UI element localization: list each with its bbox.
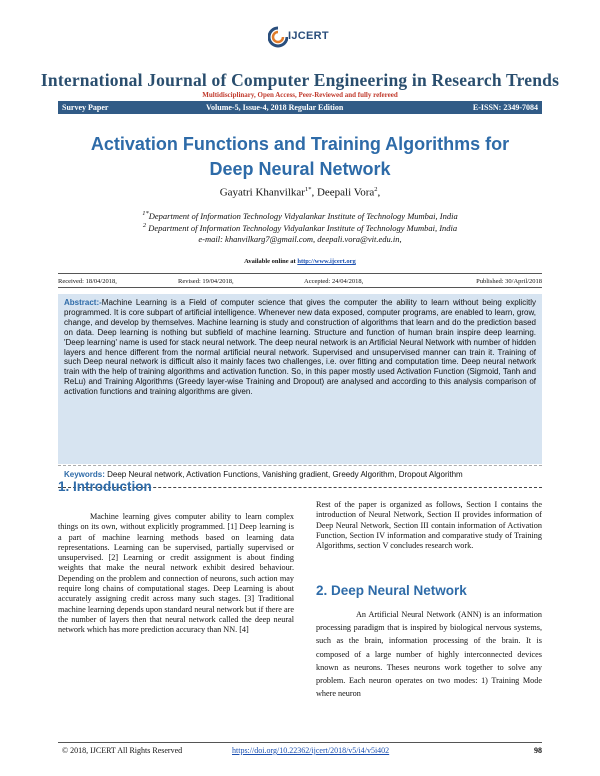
title-line-1: Activation Functions and Training Algorithms for (90, 134, 510, 154)
divider (58, 465, 542, 466)
received-date: Received: 18/04/2018, (58, 278, 117, 285)
abstract-label: Abstract:- (64, 298, 102, 307)
logo-emblem-icon (268, 26, 288, 48)
revised-date: Revised: 19/04/2018, (178, 278, 234, 285)
copyright: © 2018, IJCERT All Rights Reserved (62, 746, 183, 755)
keywords (64, 470, 536, 479)
published-date: Published: 30/April/2018 (476, 278, 542, 285)
doi-link[interactable]: https://doi.org/10.22362/ijcert/2018/v5/i4/v5i402 (232, 746, 390, 755)
divider (58, 273, 542, 274)
journal-url-link[interactable]: http://www.ijcert.org (297, 258, 356, 265)
affiliation-1: $^{1*}$Department of Information Technology Vidyalankar Institute of Technology Mumbai, India (142, 210, 458, 221)
paper-title (50, 132, 550, 182)
journal-logo (268, 22, 334, 58)
accepted-date: Accepted: 24/04/2018, (304, 278, 364, 285)
page-number: 98 (534, 746, 542, 755)
intro-paragraph: Machine learning gives computer ability to learn complex things on its own, without explicitly programmed. [1] Deep learning is a part of machine learning methods based on learning data representations. Learning can be supervised, partially supervised or unsupervised. [2] Learning or credit assignment is about finding weights that make the neural network exhibit desired behaviour. Depending on the problem and connection of neurons, such action may require long chains of computational stages. Deep Learning is about accurately assigning credit across many such stages. [3] Traditional machine learning depends upon standard neural network but if there are the number of layers then that neural network called the deep neural network which has more prediction accuracy than NN. [4] (58, 512, 294, 635)
footer-divider (58, 742, 542, 743)
paper-type: Survey Paper (62, 102, 109, 112)
section-heading-deep-neural-network: 2. Deep Neural Network (316, 583, 467, 598)
volume-info: Volume-5, Issue-4, 2018 Regular Edition (206, 102, 344, 112)
affiliation-2: $^2$ Department of Information Technology Vidyalankar Institute of Technology Mumbai, India (142, 222, 458, 233)
logo-text: IJCERT (288, 30, 329, 42)
author-emails: e-mail: khanvilkarg7@gmail.com, deepali.vora@vit.edu.in, (198, 234, 402, 244)
abstract (64, 298, 536, 397)
journal-title: International Journal of Computer Engineering in Research Trends (40, 70, 560, 90)
abstract-text: Machine Learning is a Field of computer science that gives the computer the ability to learn without being explicitly programmed. It is core subpart of artificial intelligence. Whenever new data exposed, computer programs, are enabled to learn, grow, change, and develop by themselves. Machine learning is study and construction of algorithms that learn and do the prediction based on data. Deep learning is nothing but subfield of machine learning. Structure and function of human brain inspire deep learning. 'Deep learning' name is used for stack neural network. The deep neural network is an Artificial Neural Network with number of hidden layers and hence different from the normal artificial neural network. Supervised and unsupervised manner can train it. Training of such Deep neural network is difficult also it mainly faces two challenges, i.e. over fitting and computation time. Deep neural network train with the help of training algorithms and activation function. So, in this paper mostly used Activation Function (Sigmoid, Tanh and ReLu) and Training Algorithms (Greedy layer-wise Training and Dropout) are analysed and according to this analysis comparison of activation functions and training algorithms are given. (64, 298, 536, 397)
outline-paragraph: Rest of the paper is organized as follows, Section I contains the introduction of Neural Network, Section II provides information of Deep Neural Network, Section III contain information of Activation Function, Section IV information and comparative study of Training Algorithms, section V concludes research work. (316, 500, 542, 551)
section-heading-introduction: 1. Introduction (58, 479, 152, 494)
info-bar (58, 101, 542, 114)
available-online: Available online at http://www.ijcert.org (244, 258, 356, 265)
journal-subtitle: Multidisciplinary, Open Access, Peer-Reviewed and fully refereed (202, 91, 398, 99)
dnn-paragraph: An Artificial Neural Network (ANN) is an information processing paradigm that is inspired by biological nervous systems, such as the brain, information processing of the brain. It is composed of a large number of highly interconnected devices known as neurons. Theses neurons work together to solve any problem. Each neuron operates on two modes: 1) Training Mode where neuron (316, 610, 542, 699)
doi-link-wrap (232, 746, 389, 755)
keywords-text: Deep Neural network, Activation Functions, Vanishing gradient, Greedy Algorithm, Dropout Algorithm (104, 470, 463, 479)
keywords-label: Keywords: (64, 470, 105, 479)
authors: Gayatri Khanvilkar$^{1*}$, Deepali Vora$^2$, (219, 186, 381, 199)
author-1: Gayatri Khanvilkar (219, 186, 305, 199)
divider (58, 287, 542, 288)
title-line-2: Deep Neural Network (209, 159, 391, 179)
issn: E-ISSN: 2349-7084 (472, 102, 538, 112)
